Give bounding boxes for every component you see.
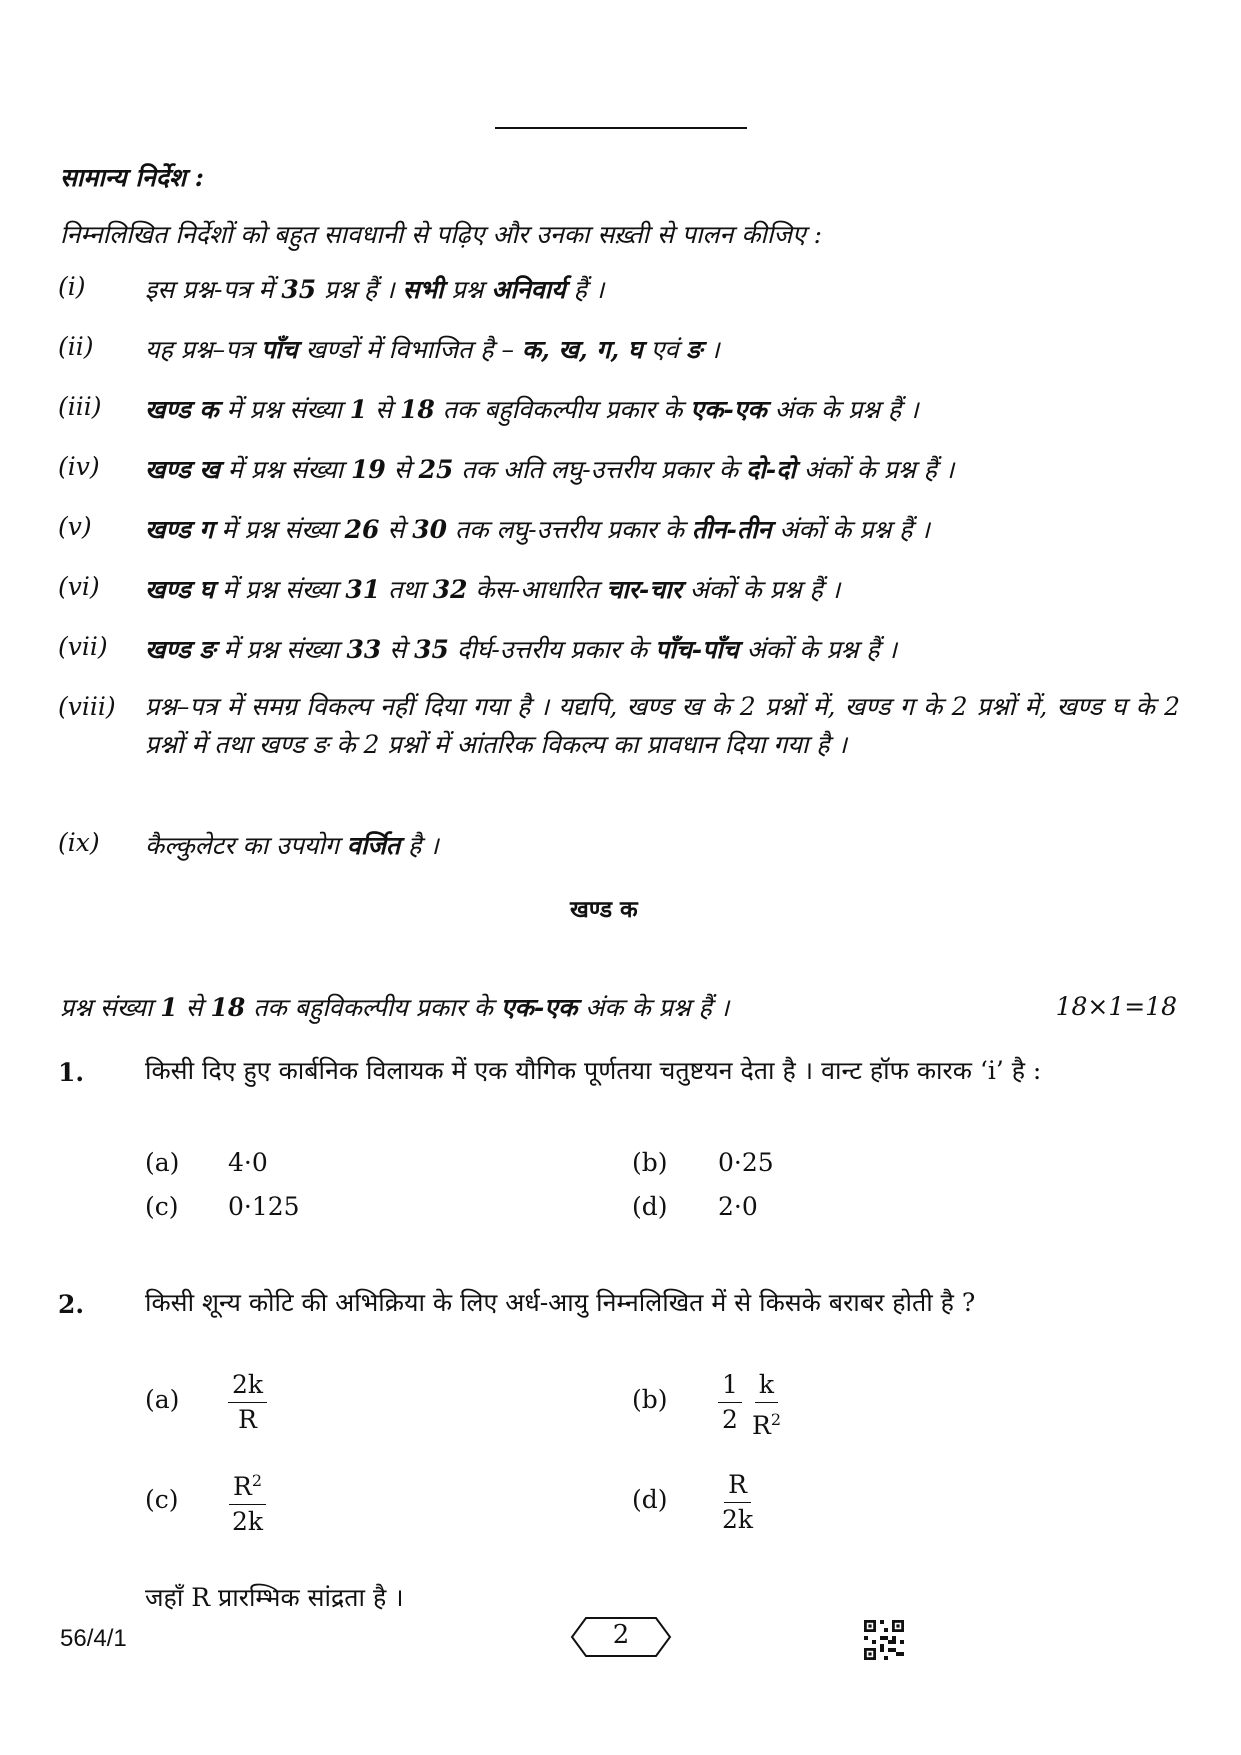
instructions-intro: निम्नलिखित निर्देशों को बहुत सावधानी से पढ़िए और उनका सख़्ती से पालन कीजिए : <box>60 220 823 249</box>
option-label: (b) <box>632 1385 668 1414</box>
instruction-label: (i) <box>58 272 86 301</box>
option-label: (b) <box>632 1148 668 1177</box>
option-label: (c) <box>145 1192 179 1221</box>
option-value: 4·0 <box>228 1148 268 1177</box>
instruction-text: खण्ड ङ में प्रश्न संख्या 33 से 35 दीर्घ-उत्तरीय प्रकार के पाँच-पाँच अंकों के प्रश्न हैं । <box>145 635 897 664</box>
top-rule <box>495 127 747 129</box>
page-number: 2 <box>612 1620 630 1650</box>
instruction-text: प्रश्न–पत्र में समग्र विकल्प नहीं दिया गया है । यद्यपि, खण्ड ख के 2 प्रश्नों में, खण्ड ग के 2 प्रश्नों में, खण्ड घ के 2 प्रश्नों में तथा खण्ड ङ के 2 प्रश्नों में आंतरिक विकल्प का प्रावधान दिया गया है । <box>145 692 1180 759</box>
section-marks: 18×1=18 <box>1055 992 1177 1021</box>
instruction-label: (ix) <box>58 828 100 857</box>
instruction-text: खण्ड घ में प्रश्न संख्या 31 तथा 32 केस-आधारित चार-चार अंकों के प्रश्न हैं । <box>145 575 841 604</box>
option-label: (d) <box>632 1192 668 1221</box>
general-instructions-heading: सामान्य निर्देश : <box>60 163 204 192</box>
option-value: 2·0 <box>718 1192 758 1221</box>
option-label: (d) <box>632 1485 668 1514</box>
question-note: जहाँ R प्रारम्भिक सांद्रता है । <box>145 1583 404 1612</box>
question-text: किसी दिए हुए कार्बनिक विलायक में एक यौगिक पूर्णतया चतुष्टयन देता है । वान्ट हॉफ कारक ‘i’ है : <box>145 1056 1042 1085</box>
instruction-text: खण्ड ग में प्रश्न संख्या 26 से 30 तक लघु-उत्तरीय प्रकार के तीन-तीन अंकों के प्रश्न हैं । <box>145 515 930 544</box>
instruction-text: खण्ड ख में प्रश्न संख्या 19 से 25 तक अति लघु-उत्तरीय प्रकार के दो-दो अंकों के प्रश्न हैं । <box>145 455 955 484</box>
question-text: किसी शून्य कोटि की अभिक्रिया के लिए अर्ध-आयु निम्नलिखित में से किसके बराबर होती है ? <box>145 1288 976 1317</box>
section-title: खण्ड क <box>570 896 638 923</box>
option-label: (a) <box>145 1148 180 1177</box>
instruction-label: (v) <box>58 512 92 541</box>
option-coefficient: $\frac{1}{2}$ <box>718 1370 742 1435</box>
option-label: (a) <box>145 1385 180 1414</box>
option-fraction: $\frac{k}{R^2}$ <box>752 1370 782 1440</box>
option-fraction: $\frac{2k}{R}$ <box>228 1370 267 1435</box>
instruction-text: यह प्रश्न–पत्र पाँच खण्डों में विभाजित है – क, ख, ग, घ एवं ङ । <box>145 335 720 364</box>
instruction-label: (iv) <box>58 452 100 481</box>
question-number: 2. <box>58 1290 85 1319</box>
instruction-label: (viii) <box>58 692 116 721</box>
option-label: (c) <box>145 1485 179 1514</box>
option-fraction: $\frac{R^2}{2k}$ <box>228 1466 267 1537</box>
paper-code: 56/4/1 <box>60 1625 127 1652</box>
instruction-label: (vi) <box>58 572 100 601</box>
instruction-label: (ii) <box>58 332 94 361</box>
instruction-label: (vii) <box>58 632 108 661</box>
instruction-text: खण्ड क में प्रश्न संख्या 1 से 18 तक बहुविकल्पीय प्रकार के एक-एक अंक के प्रश्न हैं । <box>145 395 919 424</box>
option-fraction: $\frac{R}{2k}$ <box>722 1470 754 1534</box>
question-number: 1. <box>58 1058 85 1087</box>
instruction-label: (iii) <box>58 392 102 421</box>
qr-code-icon <box>864 1620 904 1660</box>
option-value: 0·125 <box>228 1192 300 1221</box>
option-value: 0·25 <box>718 1148 774 1177</box>
instruction-text: इस प्रश्न-पत्र में 35 प्रश्न हैं । सभी प्रश्न अनिवार्य हैं । <box>145 275 605 304</box>
instruction-text: कैल्कुलेटर का उपयोग वर्जित है । <box>145 831 439 860</box>
section-intro: प्रश्न संख्या 1 से 18 तक बहुविकल्पीय प्रकार के एक-एक अंक के प्रश्न हैं । <box>60 993 730 1022</box>
